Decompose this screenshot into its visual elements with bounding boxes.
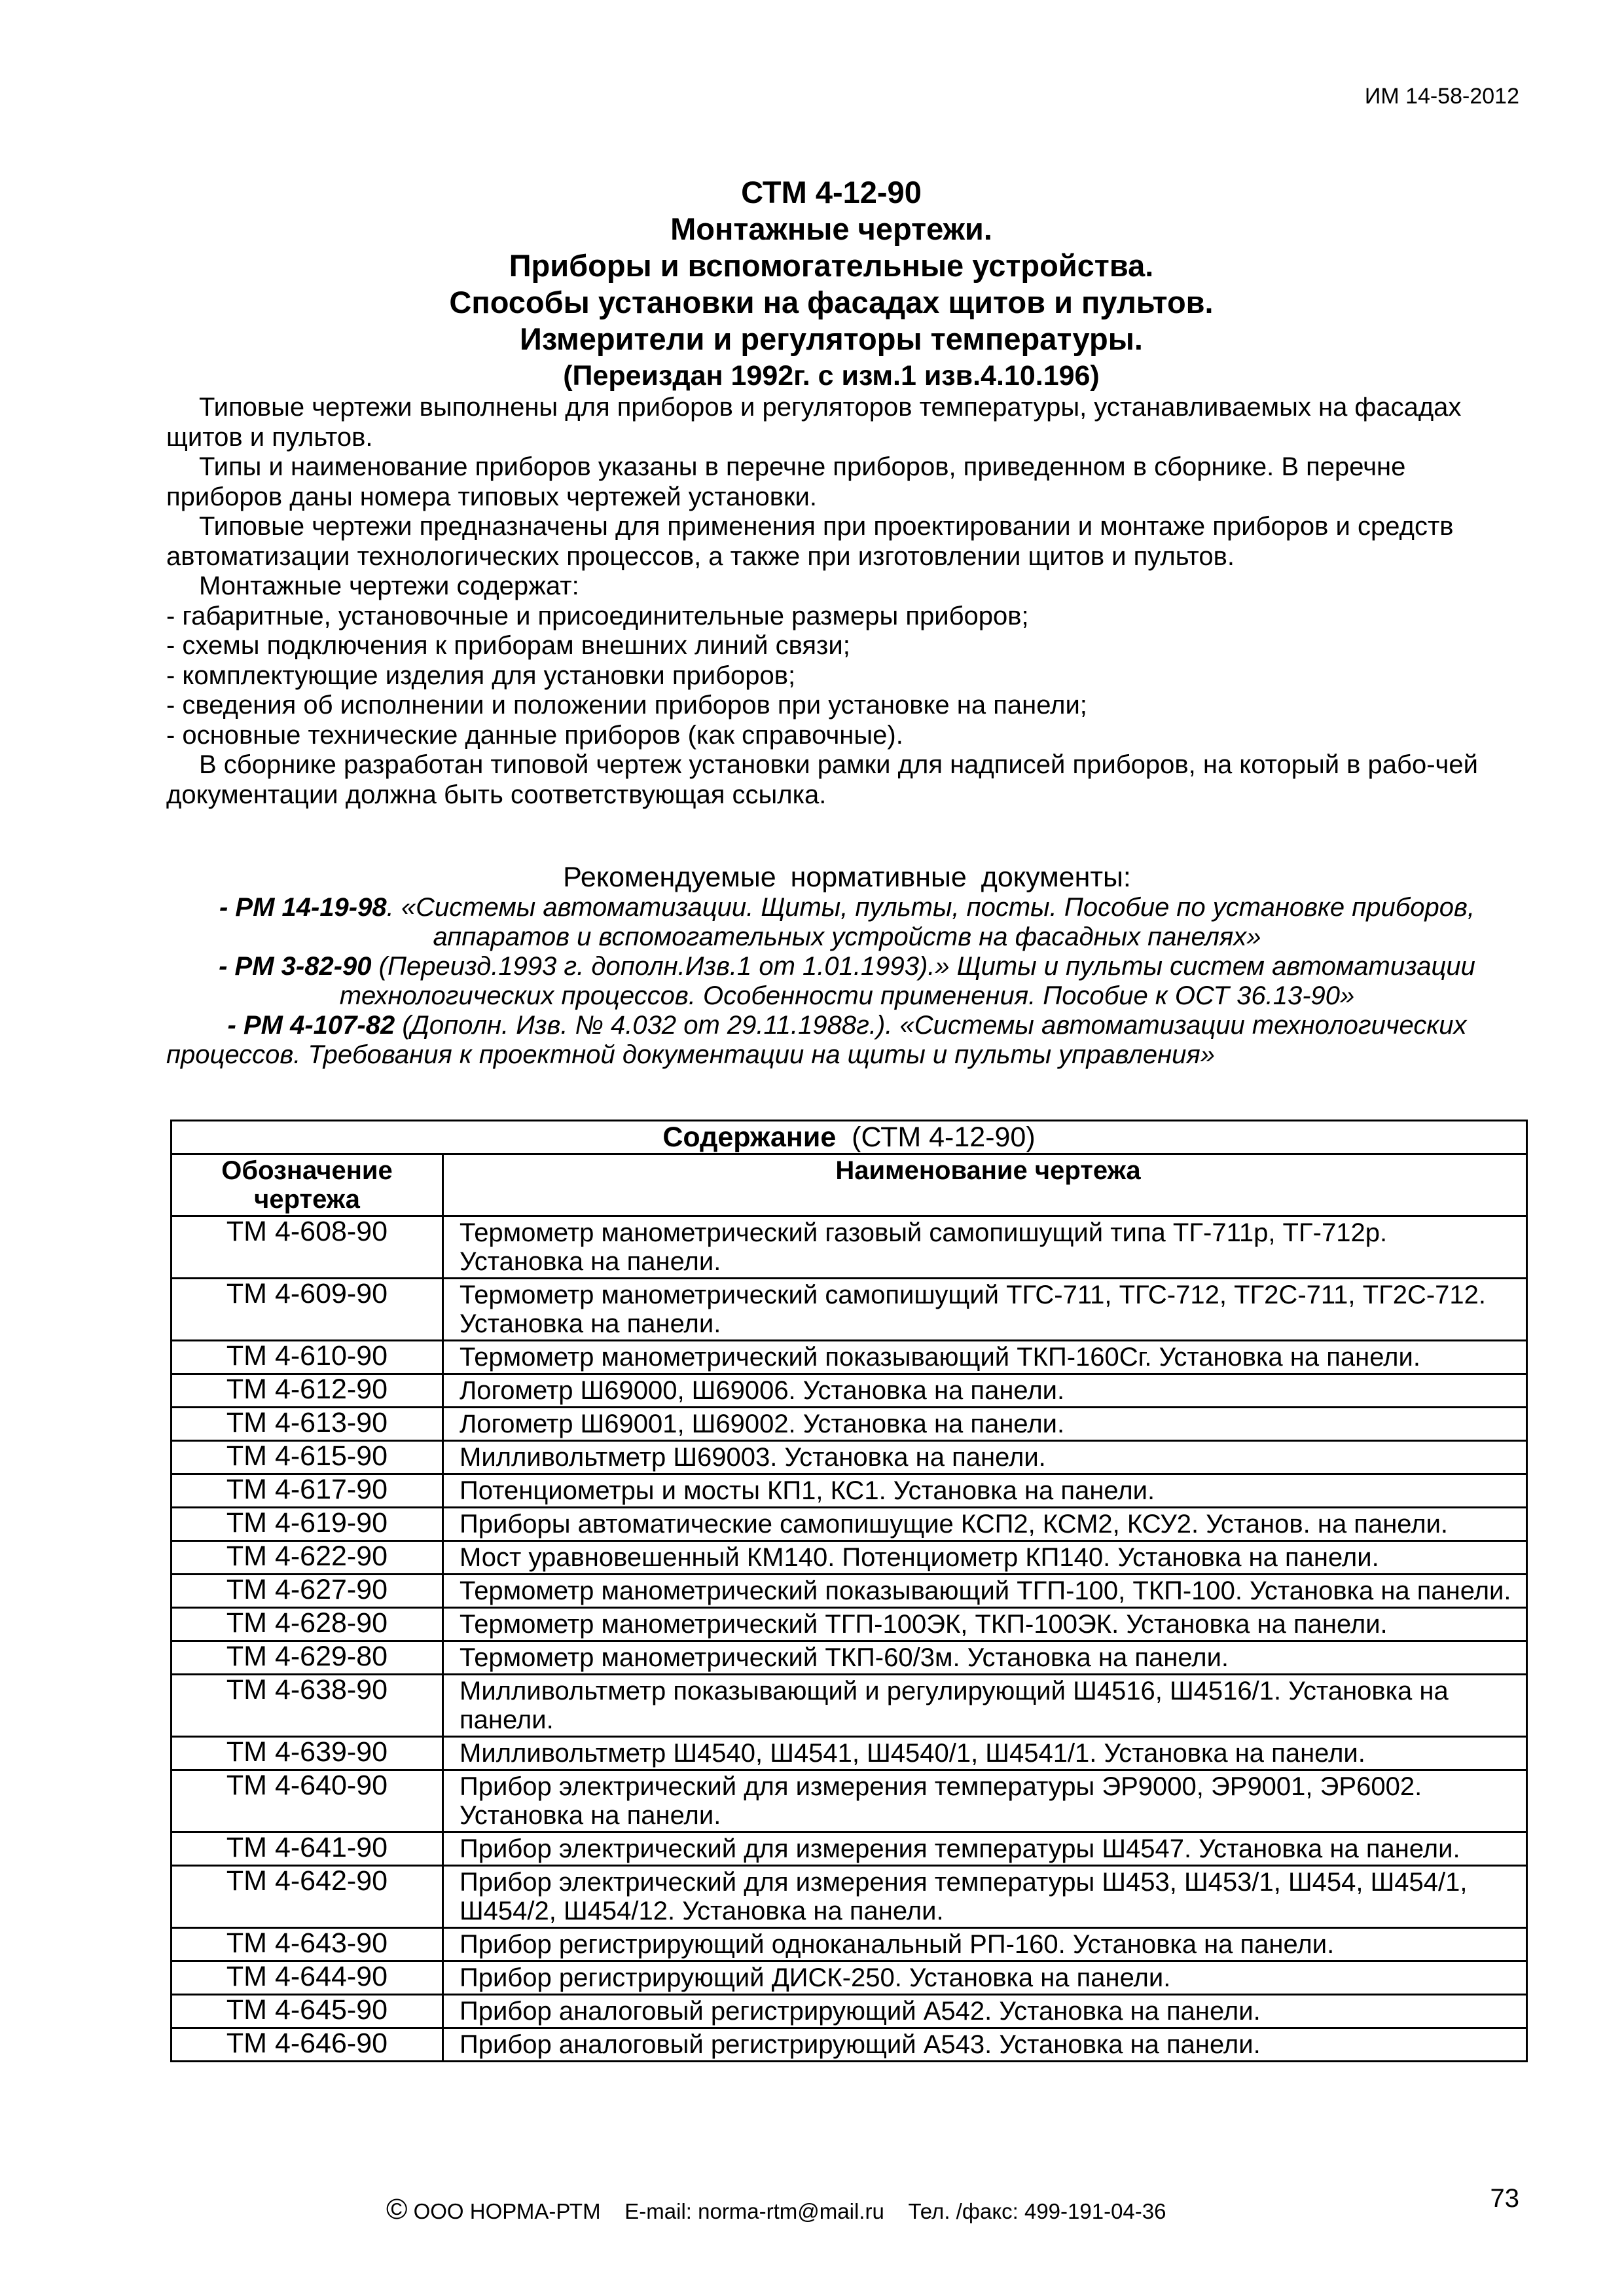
- reference-code: - РМ 4-107-82: [227, 1011, 395, 1040]
- table-row: [171, 1770, 1527, 1832]
- drawing-code-cell: ТМ 4-617-90: [171, 1474, 443, 1508]
- title-line-4: Способы установки на фасадах щитов и пультов.: [449, 285, 1214, 319]
- drawing-name-cell: Потенциометры и мосты КП1, КС1. Установка на панели.: [443, 1474, 1527, 1508]
- table-row: [171, 1995, 1527, 2028]
- drawing-code-cell: ТМ 4-610-90: [171, 1341, 443, 1374]
- drawing-code-cell: ТМ 4-628-90: [171, 1608, 443, 1641]
- drawing-name-cell: Логометр Ш69000, Ш69006. Установка на панели.: [443, 1374, 1527, 1408]
- drawing-code-cell: ТМ 4-629-80: [171, 1641, 443, 1675]
- list-item: - основные технические данные приборов (как справочные).: [166, 720, 903, 750]
- reference-item: [166, 893, 1528, 922]
- table-caption: [171, 1121, 1527, 1154]
- drawing-name-cell: Прибор электрический для измерения температуры ЭР9000, ЭР9001, ЭР6002. Установка на панели.: [443, 1770, 1527, 1832]
- footer-email: E-mail: norma-rtm@mail.ru: [624, 2199, 884, 2223]
- table-row: [171, 1541, 1527, 1575]
- table-row: [171, 1961, 1527, 1995]
- body-text: [166, 393, 1528, 810]
- drawing-code-cell: ТМ 4-646-90: [171, 2028, 443, 2062]
- drawing-name-cell: Термометр манометрический самопишущий ТГС-711, ТГС-712, ТГ2С-711, ТГ2С-712. Установка на панели.: [443, 1279, 1527, 1341]
- drawing-name-cell: Прибор аналоговый регистрирующий А543. Установка на панели.: [443, 2028, 1527, 2062]
- table-row: [171, 1832, 1527, 1866]
- table-row: [171, 1675, 1527, 1737]
- drawing-name-cell: Милливольтметр показывающий и регулирующий Ш4516, Ш4516/1. Установка на панели.: [443, 1675, 1527, 1737]
- drawing-code-cell: ТМ 4-627-90: [171, 1575, 443, 1608]
- table-row: [171, 1928, 1527, 1961]
- drawing-code-cell: ТМ 4-644-90: [171, 1961, 443, 1995]
- table-row: [171, 1575, 1527, 1608]
- column-header-code: Обозначение чертежа: [171, 1154, 443, 1216]
- reference-item: [166, 952, 1528, 981]
- copyright-symbol: ©: [386, 2193, 408, 2225]
- drawing-name-cell: Логометр Ш69001, Ш69002. Установка на панели.: [443, 1408, 1527, 1441]
- table-row: [171, 1408, 1527, 1441]
- reference-text: (Дополн. Изв. № 4.032 от 29.11.1988г.). «Системы автоматизации технологических: [395, 1011, 1467, 1040]
- table-caption-title: Содержание: [662, 1121, 837, 1153]
- reference-continuation: процессов. Требования к проектной документации на щиты и пульты управления»: [166, 1040, 1216, 1069]
- drawing-name-cell: Приборы автоматические самопишущие КСП2, КСМ2, КСУ2. Установ. на панели.: [443, 1508, 1527, 1541]
- drawing-code-cell: ТМ 4-622-90: [171, 1541, 443, 1575]
- paragraph: Типовые чертежи предназначены для применения при проектировании и монтаже приборов и средств автоматизации технологических процессов, а также при изготовлении щитов и пультов.: [166, 512, 1454, 571]
- drawing-name-cell: Прибор аналоговый регистрирующий А542. Установка на панели.: [443, 1995, 1527, 2028]
- table-row: [171, 1641, 1527, 1675]
- drawing-code-cell: ТМ 4-619-90: [171, 1508, 443, 1541]
- drawing-code-cell: ТМ 4-615-90: [171, 1441, 443, 1474]
- norms-list: [166, 893, 1528, 1070]
- table-caption-row: [171, 1121, 1527, 1154]
- paragraph: Типовые чертежи выполнены для приборов и регуляторов температуры, устанавливаемых на фасадах щитов и пультов.: [166, 393, 1462, 452]
- paragraph: В сборнике разработан типовой чертеж установки рамки для надписей приборов, на который в рабо-чей документации должна быть соответствующая ссылка.: [166, 750, 1478, 809]
- drawing-name-cell: Милливольтметр Ш4540, Ш4541, Ш4540/1, Ш4541/1. Установка на панели.: [443, 1737, 1527, 1770]
- drawing-name-cell: Термометр манометрический газовый самопишущий типа ТГ-711р, ТГ-712р. Установка на панели.: [443, 1216, 1527, 1279]
- title-reissue: (Переиздан 1992г. с изм.1 изв.4.10.196): [563, 360, 1100, 392]
- document-titles: [157, 174, 1506, 394]
- table-row: [171, 1279, 1527, 1341]
- drawing-name-cell: Прибор электрический для измерения температуры Ш453, Ш453/1, Ш454, Ш454/1, Ш454/2, Ш454/12. Установка на панели.: [443, 1866, 1527, 1928]
- drawing-code-cell: ТМ 4-638-90: [171, 1675, 443, 1737]
- table-row: [171, 1341, 1527, 1374]
- drawing-code-cell: ТМ 4-640-90: [171, 1770, 443, 1832]
- table-header-row: [171, 1154, 1527, 1216]
- table-caption-ref: (СТМ 4-12-90): [852, 1121, 1036, 1153]
- drawing-name-cell: Термометр манометрический показывающий ТГП-100, ТКП-100. Установка на панели.: [443, 1575, 1527, 1608]
- drawing-name-cell: Прибор регистрирующий одноканальный РП-160. Установка на панели.: [443, 1928, 1527, 1961]
- drawing-code-cell: ТМ 4-641-90: [171, 1832, 443, 1866]
- page-number: 73: [1490, 2184, 1519, 2213]
- table-row: [171, 1441, 1527, 1474]
- drawing-name-cell: Термометр манометрический ТКП-60/3м. Установка на панели.: [443, 1641, 1527, 1675]
- list-item: - габаритные, установочные и присоединительные размеры приборов;: [166, 601, 1029, 630]
- title-line-5: Измерители и регуляторы температуры.: [520, 321, 1143, 356]
- drawing-code-cell: ТМ 4-612-90: [171, 1374, 443, 1408]
- drawing-name-cell: Термометр манометрический показывающий ТКП-160Сг. Установка на панели.: [443, 1341, 1527, 1374]
- reference-text: (Переизд.1993 г. дополн.Изв.1 от 1.01.1993).» Щиты и пульты систем автоматизации: [371, 952, 1475, 981]
- drawing-name-cell: Милливольтметр Ш69003. Установка на панели.: [443, 1441, 1527, 1474]
- drawing-name-cell: Термометр манометрический ТГП-100ЭК, ТКП-100ЭК. Установка на панели.: [443, 1608, 1527, 1641]
- reference-continuation: аппаратов и вспомогательных устройств на фасадных панелях»: [433, 922, 1261, 951]
- drawing-code-cell: ТМ 4-643-90: [171, 1928, 443, 1961]
- table-row: [171, 1474, 1527, 1508]
- reference-item: [166, 1011, 1528, 1040]
- paragraph: Типы и наименование приборов указаны в перечне приборов, приведенном в сборнике. В перечне приборов даны номера типовых чертежей установки.: [166, 452, 1406, 511]
- reference-code: - РМ 3-82-90: [219, 952, 372, 981]
- list-item: - схемы подключения к приборам внешних линий связи;: [166, 631, 850, 660]
- title-line-2: Монтажные чертежи.: [670, 211, 992, 246]
- title-line-3: Приборы и вспомогательные устройства.: [509, 248, 1154, 283]
- drawing-code-cell: ТМ 4-639-90: [171, 1737, 443, 1770]
- table-row: [171, 1508, 1527, 1541]
- drawing-code-cell: ТМ 4-608-90: [171, 1216, 443, 1279]
- drawing-code-cell: ТМ 4-613-90: [171, 1408, 443, 1441]
- list-item: - комплектующие изделия для установки приборов;: [166, 661, 796, 690]
- drawing-name-cell: Прибор электрический для измерения температуры Ш4547. Установка на панели.: [443, 1832, 1527, 1866]
- table-row: [171, 1737, 1527, 1770]
- column-header-name: Наименование чертежа: [443, 1154, 1527, 1216]
- drawing-name-cell: Прибор регистрирующий ДИСК-250. Установка на панели.: [443, 1961, 1527, 1995]
- footer-org: ООО НОРМА-РТМ: [407, 2199, 601, 2223]
- reference-code: - РМ 14-19-98: [219, 893, 387, 922]
- norms-heading: Рекомендуемые нормативные документы:: [563, 862, 1131, 893]
- drawing-code-cell: ТМ 4-609-90: [171, 1279, 443, 1341]
- drawing-code-cell: ТМ 4-642-90: [171, 1866, 443, 1928]
- footer: [386, 2193, 1166, 2226]
- paragraph: Монтажные чертежи содержат:: [199, 572, 579, 600]
- table-body: [171, 1216, 1527, 2062]
- reference-continuation: технологических процессов. Особенности применения. Пособие к ОСТ 36.13-90»: [339, 981, 1355, 1010]
- table-row: [171, 1374, 1527, 1408]
- list-item: - сведения об исполнении и положении приборов при установке на панели;: [166, 691, 1087, 720]
- contents-table: [170, 1120, 1528, 2062]
- title-standard: СТМ 4-12-90: [741, 175, 922, 210]
- table-row: [171, 2028, 1527, 2062]
- footer-phone: Тел. /факс: 499-191-04-36: [908, 2199, 1166, 2223]
- table-row: [171, 1866, 1527, 1928]
- reference-text: . «Системы автоматизации. Щиты, пульты, посты. Пособие по установке приборов,: [386, 893, 1475, 922]
- document-code: ИМ 14-58-2012: [1364, 84, 1519, 109]
- table-row: [171, 1216, 1527, 1279]
- table-row: [171, 1608, 1527, 1641]
- drawing-code-cell: ТМ 4-645-90: [171, 1995, 443, 2028]
- drawing-name-cell: Мост уравновешенный КМ140. Потенциометр КП140. Установка на панели.: [443, 1541, 1527, 1575]
